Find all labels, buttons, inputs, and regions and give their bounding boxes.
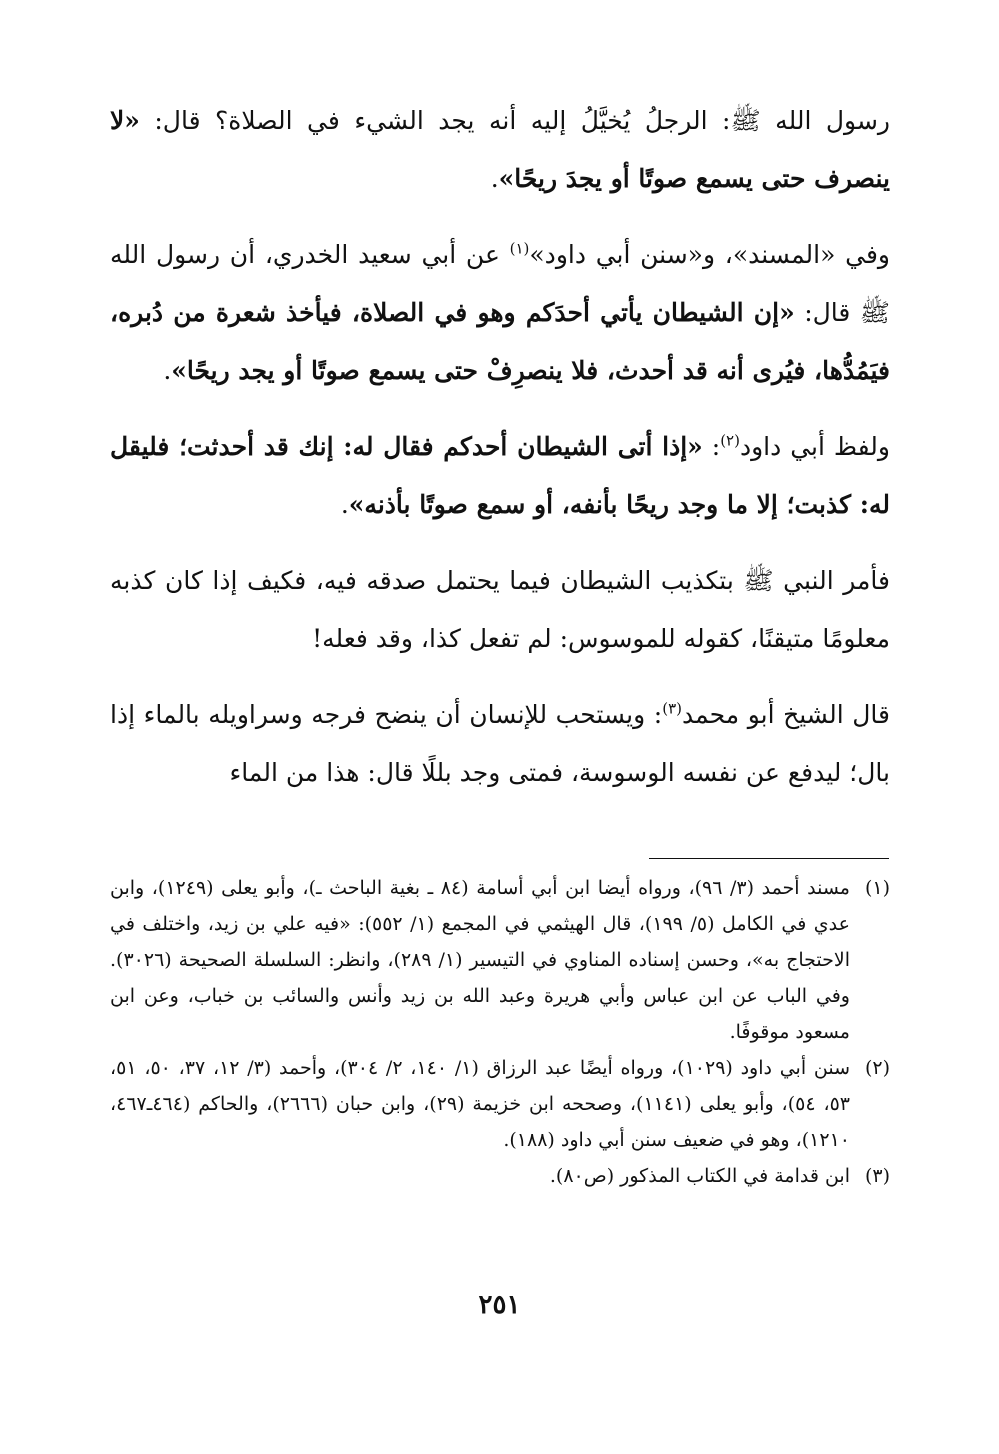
footnote-divider xyxy=(649,858,889,859)
footnote-number: (١) xyxy=(864,877,890,899)
body-paragraph xyxy=(110,226,890,400)
footnote xyxy=(110,870,890,1050)
paragraph-text: ولفظ أبي داود xyxy=(739,432,890,461)
paragraph-text: رسول الله ﷺ: الرجلُ يُخيَّلُ إليه أنه يجد الشيء في الصلاة؟ قال: xyxy=(139,106,890,135)
paragraph-text: فأمر النبي ﷺ بتكذيب الشيطان فيما يحتمل صدقه فيه، فكيف إذا كان كذبه معلومًا متيقنًا، كقوله للموسوس: لم تفعل كذا، وقد فعله! xyxy=(110,566,890,653)
hadith-quote: «إن الشيطان يأتي أحدَكم وهو في الصلاة، فيأخذ شعرة من دُبره، فيَمُدُّها، فيُرى أنه قد أحدث، فلا ينصرِفْ حتى يسمع صوتًا أو يجد ريحًا» xyxy=(110,298,890,385)
paragraph-text: وفي «المسند»، و«سنن أبي داود» xyxy=(529,240,890,269)
footnote-reference: (١) xyxy=(509,239,530,258)
paragraph-text: . xyxy=(490,164,499,193)
paragraph-text: . xyxy=(340,490,349,519)
body-paragraph xyxy=(110,418,890,534)
footnote-reference: (٢) xyxy=(720,431,740,450)
main-text xyxy=(110,92,890,820)
footnote xyxy=(110,1158,890,1194)
footnote-number: (٢) xyxy=(864,1057,890,1079)
paragraph-text: : ويستحب للإنسان أن ينضح فرجه وسراويله بالماء إذا بال؛ ليدفع عن نفسه الوسوسة، فمتى وجد بللًا قال: هذا من الماء xyxy=(110,700,890,787)
hadith-quote: «لا ينصرف حتى يسمع صوتًا أو يجدَ ريحًا» xyxy=(110,106,890,193)
footnotes-section xyxy=(110,870,890,1194)
footnote-reference: (٣) xyxy=(662,699,683,718)
footnote-text: مسند أحمد (٣/ ٩٦)، ورواه أيضا ابن أبي أسامة (٨٤ ـ بغية الباحث ـ)، وأبو يعلى (١٢٤٩)، وابن عدي في الكامل (٥/ ١٩٩)، قال الهيثمي في المجمع (١/ ٥٥٢): «فيه علي بن زيد، واختلف في الاحتجاج به»، وحسن إسناده المناوي في التيسير (١/ ٢٨٩)، وانظر: السلسلة الصحيحة (٣٠٢٦). وفي الباب عن ابن عباس وأبي هريرة وعبد الله بن زيد وأنس والسائب بن خباب، وعن ابن مسعود موقوفًا. xyxy=(110,877,850,1043)
body-paragraph xyxy=(110,92,890,208)
paragraph-text: : xyxy=(702,432,721,461)
paragraph-text: قال الشيخ أبو محمد xyxy=(682,700,890,729)
footnote-text: سنن أبي داود (١٠٢٩)، ورواه أيضًا عبد الرزاق (١/ ١٤٠، ٢/ ٣٠٤)، وأحمد (٣/ ١٢، ٣٧، ٥٠، ٥١، ٥٣، ٥٤)، وأبو يعلى (١١٤١)، وصححه ابن خزيمة (٢٩)، وابن حبان (٢٦٦٦)، والحاكم (٤٦٤ـ٤٦٧، ١٢١٠)، وهو في ضعيف سنن أبي داود (١٨٨). xyxy=(110,1057,851,1151)
footnote xyxy=(110,1050,890,1158)
body-paragraph xyxy=(110,552,890,668)
body-paragraph xyxy=(110,686,890,802)
footnote-number: (٣) xyxy=(864,1165,890,1187)
footnote-text: ابن قدامة في الكتاب المذكور (ص٨٠). xyxy=(549,1165,850,1187)
paragraph-text: . xyxy=(163,356,172,385)
page-number: ٢٥١ xyxy=(478,1290,521,1320)
paragraph-text: عن أبي سعيد الخدري، أن رسول الله ﷺ قال: xyxy=(110,240,890,327)
hadith-quote: «إذا أتى الشيطان أحدكم فقال له: إنك قد أحدثت؛ فليقل له: كذبت؛ إلا ما وجد ريحًا بأنفه، أو سمع صوتًا بأذنه» xyxy=(110,432,890,519)
